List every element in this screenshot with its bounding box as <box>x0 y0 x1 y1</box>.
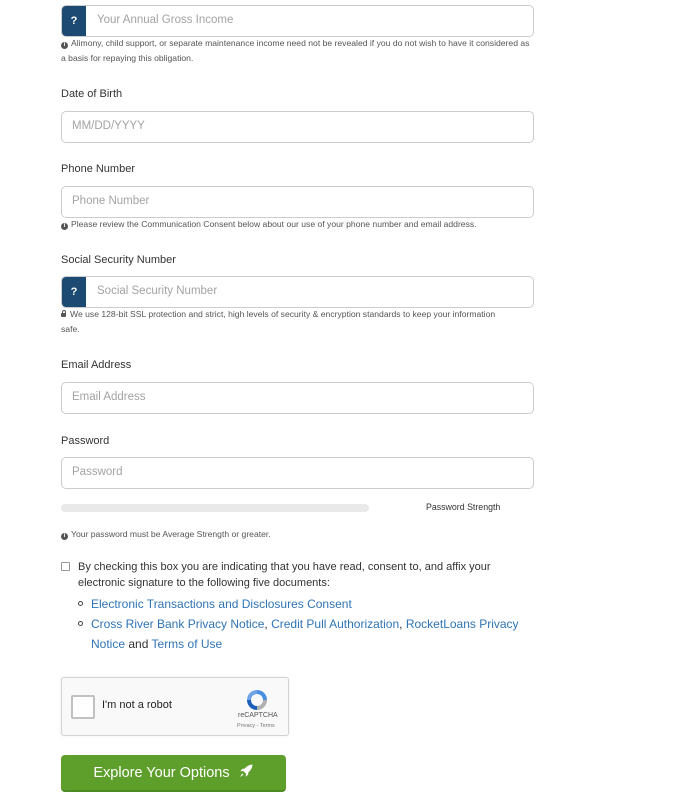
electronic-transactions-link[interactable]: Electronic Transactions and Disclosures Consent <box>91 597 352 611</box>
password-strength-label: Password Strength <box>426 502 501 512</box>
income-help-button[interactable]: ? <box>62 6 86 36</box>
phone-label: Phone Number <box>61 163 135 175</box>
password-label: Password <box>61 435 110 447</box>
bullet-icon <box>78 601 83 606</box>
lock-icon <box>61 313 66 317</box>
recaptcha-brand: reCAPTCHA <box>238 712 278 719</box>
consent-text: By checking this box you are indicating that you have read, consent to, and affix your electronic signature to the following five documents: <box>78 561 491 589</box>
password-input[interactable] <box>61 457 534 489</box>
documents-list <box>78 594 538 654</box>
consent-checkbox[interactable] <box>61 562 70 571</box>
recaptcha-label: I'm not a robot <box>102 699 172 711</box>
dob-input[interactable] <box>61 111 534 143</box>
ssn-label: Social Security Number <box>61 254 176 266</box>
and-text: and <box>128 637 149 651</box>
ssn-help-text: We use 128-bit SSL protection and strict, high levels of security & encryption standards to keep your information safe. <box>61 309 496 334</box>
list-item <box>78 614 538 654</box>
email-placeholder: Email Address <box>72 391 146 403</box>
email-input[interactable] <box>61 382 534 414</box>
rocketloans-privacy-link[interactable]: RocketLoans Privacy Notice <box>91 617 519 651</box>
info-icon: i <box>61 223 68 230</box>
info-icon: i <box>61 42 68 49</box>
credit-pull-authorization-link[interactable]: Credit Pull Authorization <box>271 617 400 631</box>
phone-help-text: i Please review the Communication Consent below about our use of your phone number and email address. <box>61 217 531 232</box>
explore-options-button[interactable] <box>61 755 286 792</box>
recaptcha-widget <box>61 677 289 736</box>
terms-of-use-link[interactable]: Terms of Use <box>151 637 223 651</box>
cross-river-privacy-link[interactable]: Cross River Bank Privacy Notice <box>91 617 265 631</box>
annual-income-placeholder: Your Annual Gross Income <box>97 14 234 26</box>
email-label: Email Address <box>61 359 132 371</box>
password-strength-bar <box>61 504 369 512</box>
dob-placeholder: MM/DD/YYYY <box>72 120 145 132</box>
recaptcha-terms[interactable]: Privacy - Terms <box>237 723 275 729</box>
phone-placeholder: Phone Number <box>72 195 150 207</box>
recaptcha-checkbox[interactable] <box>71 695 95 719</box>
separator: , <box>399 617 403 631</box>
income-help-text: i Alimony, child support, or separate maintenance income need not be revealed if you do not wish to have it considered as a basis for repaying this obligation. <box>61 38 530 63</box>
ssn-input[interactable] <box>61 276 534 308</box>
ssn-help-button[interactable]: ? <box>62 277 86 307</box>
list-item <box>78 594 538 614</box>
explore-options-label: Explore Your Options <box>93 765 230 781</box>
phone-input[interactable] <box>61 186 534 218</box>
recaptcha-logo-icon <box>244 687 270 713</box>
ssn-placeholder: Social Security Number <box>97 285 218 297</box>
rocket-icon <box>238 763 254 779</box>
password-placeholder: Password <box>72 466 123 478</box>
password-help-text: i Your password must be Average Strength or greater. <box>61 527 531 542</box>
separator: , <box>264 617 268 631</box>
bullet-icon <box>78 621 83 626</box>
dob-label: Date of Birth <box>61 88 123 100</box>
info-icon: i <box>61 533 68 540</box>
annual-income-input[interactable] <box>61 5 534 37</box>
